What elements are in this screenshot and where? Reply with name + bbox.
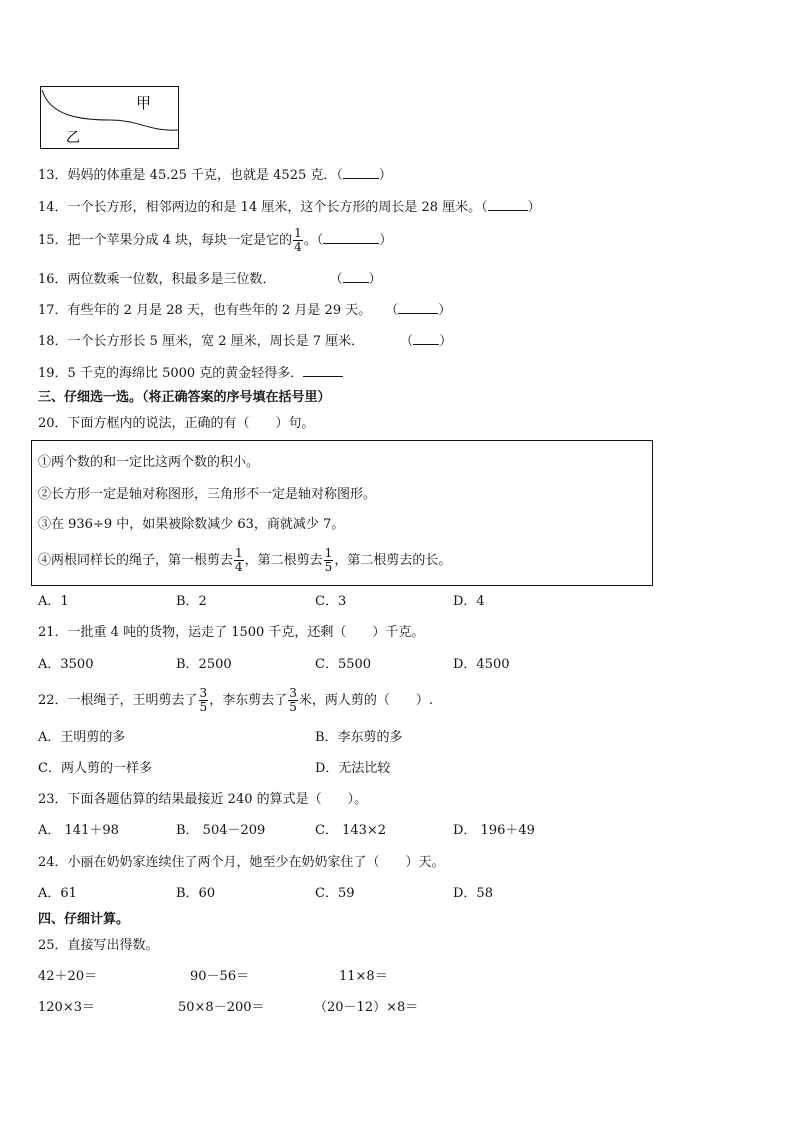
q23-option-d[interactable]: D． 196＋49 — [453, 823, 535, 838]
statement-3: ③在 936÷9 中，如果被除数减少 63，商就减少 7。 — [38, 517, 345, 532]
statement-2: ②长方形一定是轴对称图形，三角形不一定是轴对称图形。 — [38, 487, 377, 502]
question-23-stem: 23．下面各题估算的结果最接近 240 的算式是（ ）。 — [38, 792, 368, 807]
q22-option-a[interactable]: A．王明剪的多 — [38, 730, 126, 745]
question-24-stem: 24．小丽在奶奶家连续住了两个月，她至少在奶奶家住了（ ）天。 — [38, 855, 445, 870]
question-21-stem: 21．一批重 4 吨的货物，运走了 1500 千克，还剩（ ）千克。 — [38, 625, 425, 640]
calc-item: 11×8＝ — [339, 969, 388, 984]
statement-4: ④两根同样长的绳子，第一根剪去 $\frac{1}{4}$ ，第二根剪去 $\frac{1}{5}$ ，第二根剪去的长。 — [38, 546, 452, 574]
q21-option-c[interactable]: C．5500 — [315, 657, 372, 672]
answer-blank[interactable] — [413, 332, 439, 345]
q22-option-d[interactable]: D．无法比较 — [315, 761, 391, 776]
answer-blank[interactable] — [343, 166, 379, 179]
calc-item: 90－56＝ — [190, 969, 250, 984]
calc-item: 120×3＝ — [38, 1000, 95, 1015]
q22-option-b[interactable]: B．李东剪的多 — [315, 730, 403, 745]
statement-box — [31, 440, 653, 586]
q21-option-a[interactable]: A．3500 — [38, 657, 94, 672]
question-20-stem: 20．下面方框内的说法，正确的有（ ）句。 — [38, 416, 315, 431]
fraction: $\frac{1}{5}$ — [324, 546, 333, 574]
section-heading-3: 三、仔细选一选。（将正确答案的序号填在括号里） — [38, 390, 331, 405]
q24-option-d[interactable]: D．58 — [453, 886, 493, 901]
fraction: $\frac{3}{5}$ — [289, 686, 297, 714]
question-22-stem: 22．一根绳子，王明剪去了 $\frac{3}{5}$ ，李东剪去了 $\frac{3}{5}$ 米，两人剪的（ ）. — [38, 686, 433, 714]
question-15: 15．把一个苹果分成 4 块，每块一定是它的 $\frac{1}{4}$ 。（ ） — [38, 226, 393, 254]
question-13: 13．妈妈的体重是 45.25 千克，也就是 4525 克．（ ） — [38, 168, 392, 183]
q23-option-c[interactable]: C． 143×2 — [315, 823, 387, 838]
calc-item: （20－12）×8＝ — [314, 1000, 419, 1015]
answer-blank[interactable] — [343, 270, 369, 283]
section-heading-4: 四、仔细计算。 — [38, 912, 130, 927]
shape-figure — [40, 86, 180, 150]
question-14: 14．一个长方形，相邻两边的和是 14 厘米，这个长方形的周长是 28 厘米。（ ） — [38, 200, 541, 215]
question-17: 17．有些年的 2 月是 28 天，也有些年的 2 月是 29 天。 （ ） — [38, 303, 452, 318]
q20-option-a[interactable]: A．1 — [38, 594, 69, 609]
question-16: 16．两位数乘一位数，积最多是三位数． （ ） — [38, 272, 382, 287]
fraction: $\frac{1}{4}$ — [235, 546, 243, 574]
q20-option-c[interactable]: C．3 — [315, 594, 347, 609]
q21-option-b[interactable]: B．2500 — [176, 657, 232, 672]
q24-option-a[interactable]: A．61 — [38, 886, 77, 901]
q20-option-d[interactable]: D．4 — [453, 594, 485, 609]
q23-option-a[interactable]: A． 141＋98 — [38, 823, 119, 838]
fraction: $\frac{1}{4}$ — [294, 226, 302, 254]
q22-option-c[interactable]: C．两人剪的一样多 — [38, 761, 152, 776]
statement-1: ①两个数的和一定比这两个数的积小。 — [38, 455, 260, 470]
answer-blank[interactable] — [398, 301, 438, 314]
fraction: $\frac{3}{5}$ — [199, 686, 208, 714]
calc-item: 50×8－200＝ — [178, 1000, 265, 1015]
q20-option-b[interactable]: B．2 — [176, 594, 207, 609]
answer-blank[interactable] — [323, 231, 379, 244]
question-19: 19．5 千克的海绵比 5000 克的黄金轻得多． — [38, 364, 343, 383]
q21-option-d[interactable]: D．4500 — [453, 657, 510, 672]
question-18: 18．一个长方形长 5 厘米，宽 2 厘米，周长是 7 厘米． （ ） — [38, 334, 453, 349]
label-jia: 甲 — [136, 94, 152, 112]
q23-option-b[interactable]: B． 504－209 — [176, 823, 266, 838]
label-yi: 乙 — [66, 130, 80, 146]
q24-option-b[interactable]: B．60 — [176, 886, 216, 901]
question-25-stem: 25．直接写出得数。 — [38, 938, 159, 953]
calc-item: 42＋20＝ — [38, 969, 98, 984]
answer-blank[interactable] — [488, 198, 528, 211]
q24-option-c[interactable]: C．59 — [315, 886, 355, 901]
answer-blank[interactable] — [303, 364, 343, 377]
